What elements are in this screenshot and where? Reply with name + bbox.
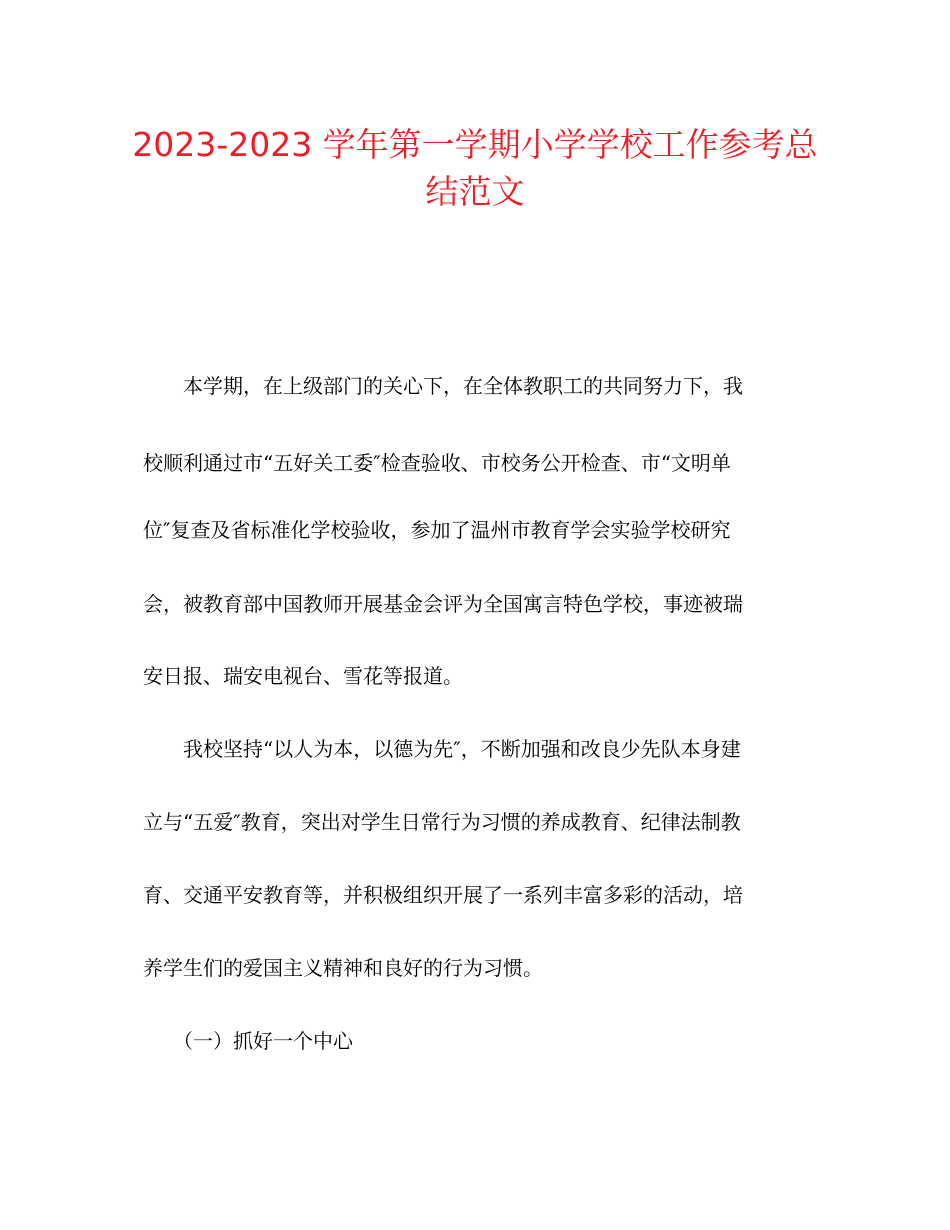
paragraph-line: 安日报、瑞安电视台、雪花等报道。 — [143, 664, 463, 688]
section-heading: （一）抓好一个中心 — [143, 1029, 353, 1053]
paragraph-line: 我校坚持“以人为本，以德为先″，不断加强和改良少先队本身建 — [143, 737, 741, 761]
paragraph-line: 校顺利通过市“五好关工委″检查验收、市校务公开检查、市“文明单 — [143, 451, 731, 475]
paragraph-line: 会，被教育部中国教师开展基金会评为全国寓言特色学校，事迹被瑞 — [143, 592, 743, 616]
paragraph-line: 育、交通平安教育等，并积极组织开展了一系列丰富多彩的活动，培 — [143, 883, 743, 907]
paragraph-line: 位″复查及省标准化学校验收，参加了温州市教育学会实验学校研究 — [143, 518, 731, 542]
paragraph-line: 立与“五爱″教育，突出对学生日常行为习惯的养成教育、纪律法制教 — [143, 810, 741, 834]
document-title-line-2: 结范文 — [425, 172, 525, 211]
document-title-line-1: 2023-2023 学年第一学期小学学校工作参考总 — [132, 125, 818, 164]
paragraph-line: 本学期，在上级部门的关心下，在全体教职工的共同努力下，我 — [143, 374, 743, 398]
paragraph-line: 养学生们的爱国主义精神和良好的行为习惯。 — [143, 956, 543, 980]
